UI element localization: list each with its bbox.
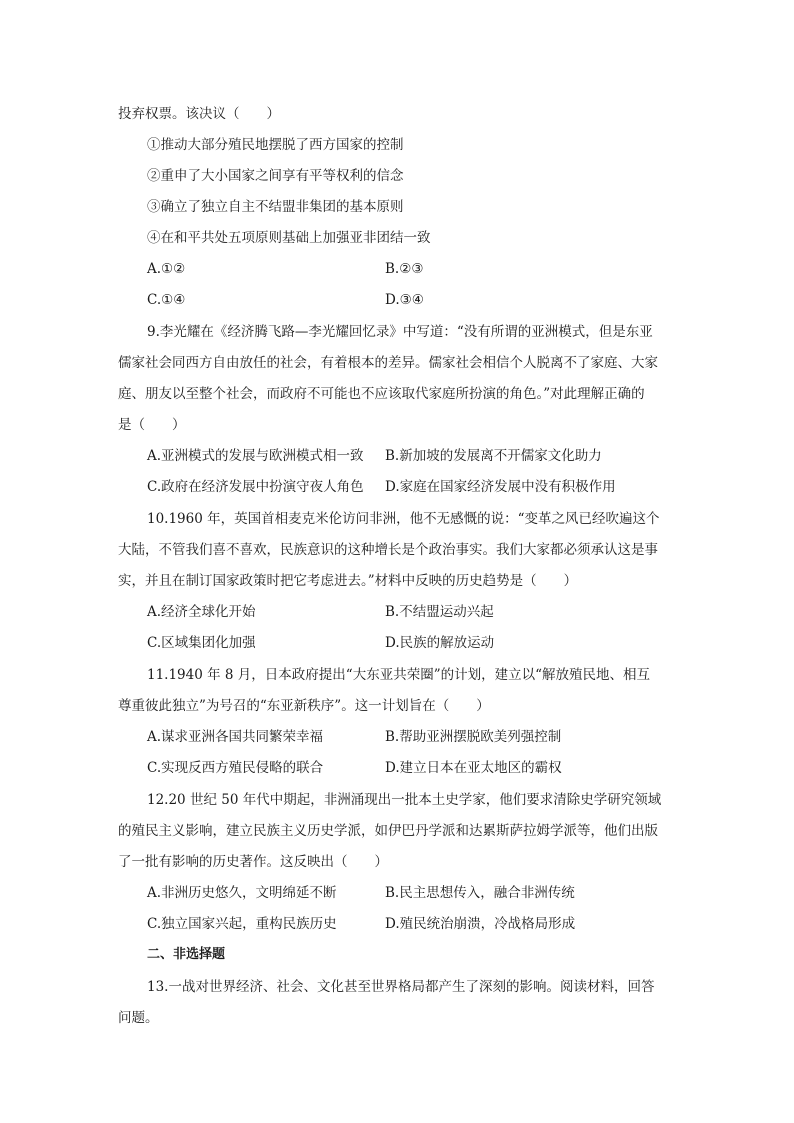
question-12-option-a: A.非洲历史悠久，文明绵延不断 [147, 885, 337, 901]
question-13-stem-line-2: 问题。 [118, 1010, 159, 1026]
question-11-option-c: C.实现反西方殖民侵略的联合 [147, 760, 324, 776]
question-10-stem-line-2: 大陆，不管我们喜不喜欢，民族意识的这种增长是个政治事实。我们大家都必须承认这是事 [118, 542, 658, 558]
question-9-option-a: A.亚洲模式的发展与欧洲模式相一致 [147, 448, 364, 464]
question-8-statement-1: ①推动大部分殖民地摆脱了西方国家的控制 [147, 137, 404, 153]
question-10-option-a: A.经济全球化开始 [147, 604, 256, 620]
question-8-option-b: B.②③ [385, 261, 424, 277]
question-12-stem-line-3: 了一批有影响的历史著作。这反映出（ ） [118, 854, 388, 870]
question-9-option-b: B.新加坡的发展离不开儒家文化助力 [385, 448, 602, 464]
question-8-statement-3: ③确立了独立自主不结盟非集团的基本原则 [147, 199, 404, 215]
question-8-option-a: A.①② [147, 261, 186, 277]
question-8-statement-4: ④在和平共处五项原则基础上加强亚非团结一致 [147, 230, 431, 246]
question-11-option-a: A.谋求亚洲各国共同繁荣幸福 [147, 729, 324, 745]
question-10-option-c: C.区域集团化加强 [147, 635, 256, 651]
question-9-option-c: C.政府在经济发展中扮演守夜人角色 [147, 479, 364, 495]
question-13-stem-line-1: 13.一战对世界经济、社会、文化甚至世界格局都产生了深刻的影响。阅读材料，回答 [147, 979, 655, 995]
question-9-stem-line-1: 9.李光耀在《经济腾飞路—李光耀回忆录》中写道：“没有所谓的亚洲模式，但是东亚 [147, 324, 653, 340]
question-8-option-d: D.③④ [385, 292, 424, 308]
question-11-option-b: B.帮助亚洲摆脱欧美列强控制 [385, 729, 562, 745]
question-9-stem-line-2: 儒家社会同西方自由放任的社会，有着根本的差异。儒家社会相信个人脱离不了家庭、大家 [118, 355, 658, 371]
question-12-option-d: D.殖民统治崩溃，冷战格局形成 [385, 916, 576, 932]
question-10-stem-line-1: 10.1960 年，英国首相麦克米伦访问非洲，他不无感慨的说：“变革之风已经吹遍这个 [147, 511, 660, 527]
question-8-statement-2: ②重申了大小国家之间享有平等权利的信念 [147, 168, 404, 184]
question-12-option-b: B.民主思想传入，融合非洲传统 [385, 885, 575, 901]
question-10-option-d: D.民族的解放运动 [385, 635, 495, 651]
question-12-option-c: C.独立国家兴起，重构民族历史 [147, 916, 337, 932]
question-11-stem-line-2: 尊重彼此独立”为号召的“东亚新秩序”。这一计划旨在（ ） [118, 698, 490, 714]
section-heading-non-choice: 二、非选择题 [147, 947, 226, 962]
question-11-option-d: D.建立日本在亚太地区的霸权 [385, 760, 562, 776]
question-12-stem-line-1: 12.20 世纪 50 年代中期起，非洲涌现出一批本土史学家，他们要求清除史学研究领域 [147, 792, 662, 808]
question-11-stem-line-1: 11.1940 年 8 月，日本政府提出“大东亚共荣圈”的计划，建立以“解放殖民地、相互 [147, 667, 650, 683]
question-10-option-b: B.不结盟运动兴起 [385, 604, 494, 620]
question-8-option-c: C.①④ [147, 292, 186, 308]
question-8-stem-tail: 投弃权票。该决议（ ） [118, 106, 280, 122]
question-10-stem-line-3: 实，并且在制订国家政策时把它考虑进去。”材料中反映的历史趋势是（ ） [118, 573, 578, 589]
question-9-option-d: D.家庭在国家经济发展中没有积极作用 [385, 479, 616, 495]
question-9-stem-line-4: 是（ ） [118, 417, 186, 433]
question-9-stem-line-3: 庭、朋友以至整个社会，而政府不可能也不应该取代家庭所扮演的角色。”对此理解正确的 [118, 386, 645, 402]
question-12-stem-line-2: 的殖民主义影响，建立民族主义历史学派，如伊巴丹学派和达累斯萨拉姆学派等，他们出版 [118, 823, 658, 839]
